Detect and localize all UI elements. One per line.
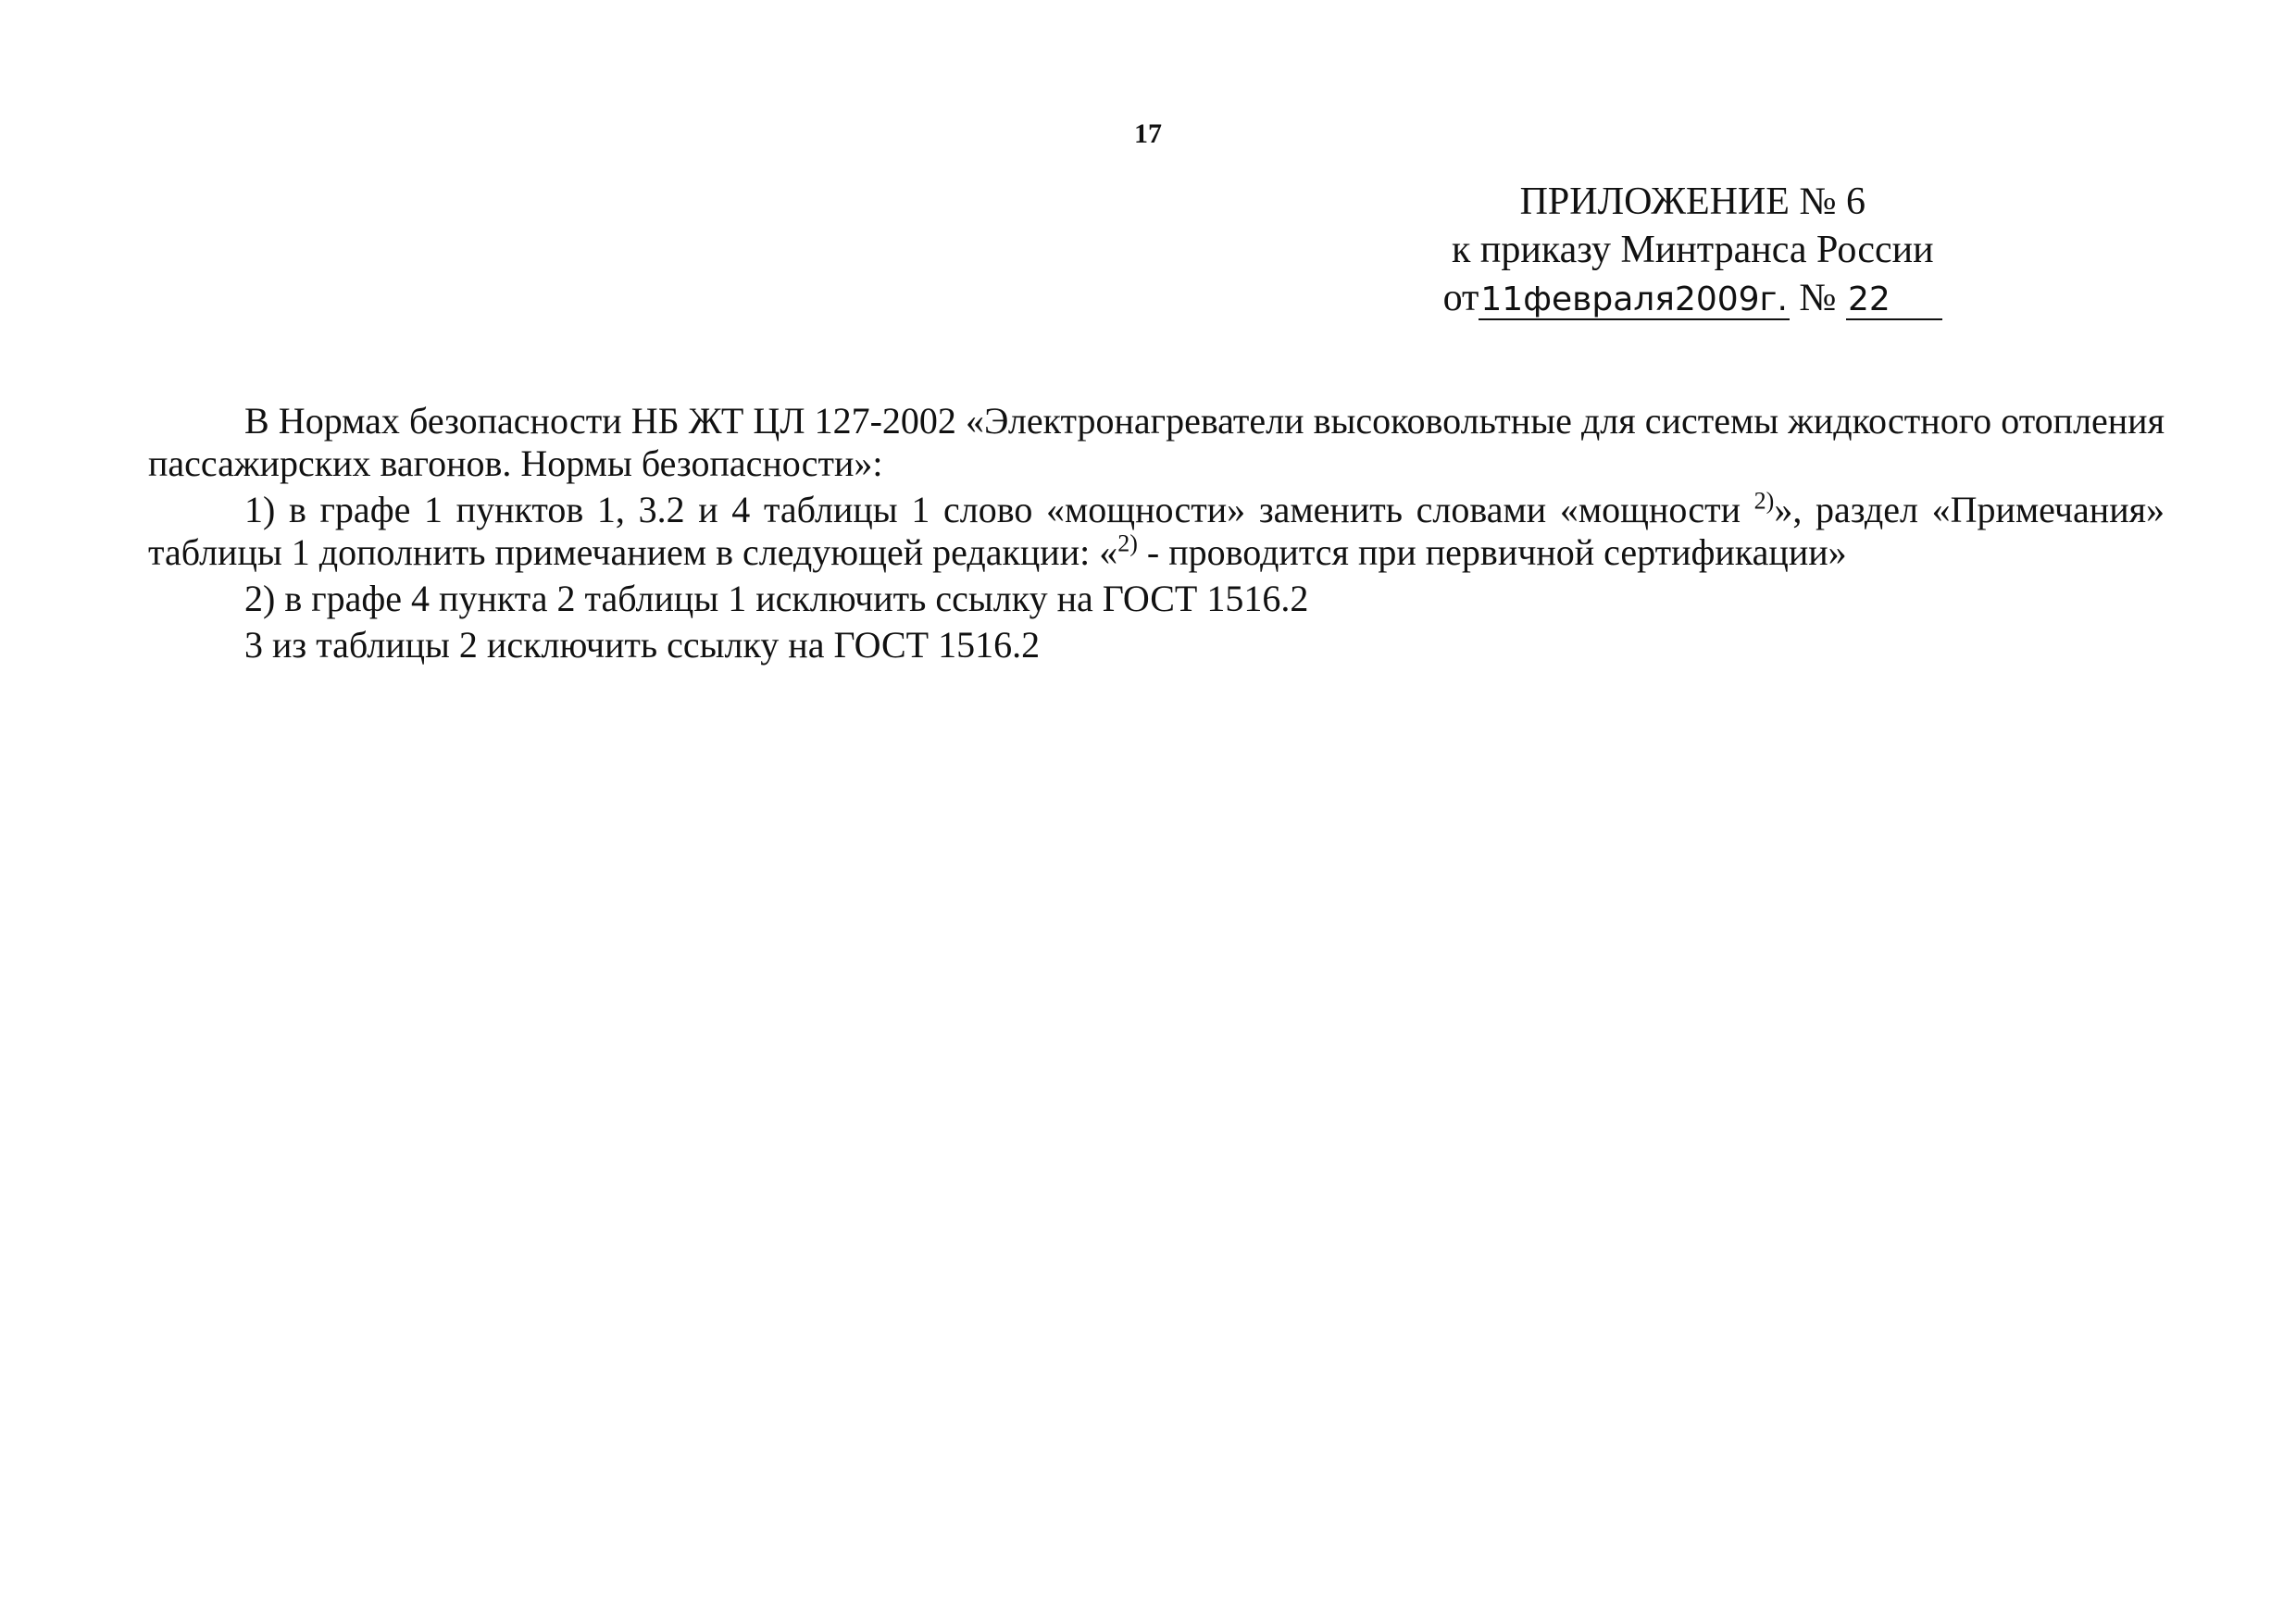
item-2-paragraph: 2) в графе 4 пункта 2 таблицы 1 исключить ссылку на ГОСТ 1516.2 — [244, 578, 1309, 619]
page-number: 17 — [1134, 118, 1162, 149]
document-body — [148, 400, 2165, 670]
item-1-text-c: - проводится при первичной сертификации» — [1137, 531, 1847, 573]
appendix-order-line — [1443, 274, 1942, 322]
number-prefix: № — [1799, 277, 1837, 319]
appendix-subtitle: к приказу Минтранса России — [1451, 229, 1934, 271]
footnote-marker: 2) — [1753, 487, 1775, 515]
order-date-field: 11февраля2009г. — [1480, 280, 1788, 318]
appendix-title: ПРИЛОЖЕНИЕ № 6 — [1519, 181, 1866, 223]
appendix-header — [1443, 178, 1942, 322]
date-prefix: от — [1442, 277, 1479, 319]
item-1-text-b: », раздел «Примечания» таблицы 1 дополнить примечанием в следующей редакции: « — [148, 489, 2165, 573]
item-1-text-a: 1) в графе 1 пунктов 1, 3.2 и 4 таблицы 1 слово «мощности» заменить словами «мощности — [244, 489, 1754, 530]
footnote-marker: 2) — [1117, 529, 1138, 557]
order-number-field: 22 — [1846, 281, 1942, 320]
intro-paragraph: В Нормах безопасности НБ ЖТ ЦЛ 127-2002 «Электронагреватели высоковольтные для системы жидкостного отопления пассажирских вагонов. Нормы безопасности»: — [148, 400, 2165, 484]
item-3-paragraph: 3 из таблицы 2 исключить ссылку на ГОСТ 1516.2 — [244, 624, 1041, 666]
item-1-paragraph — [148, 489, 2165, 574]
